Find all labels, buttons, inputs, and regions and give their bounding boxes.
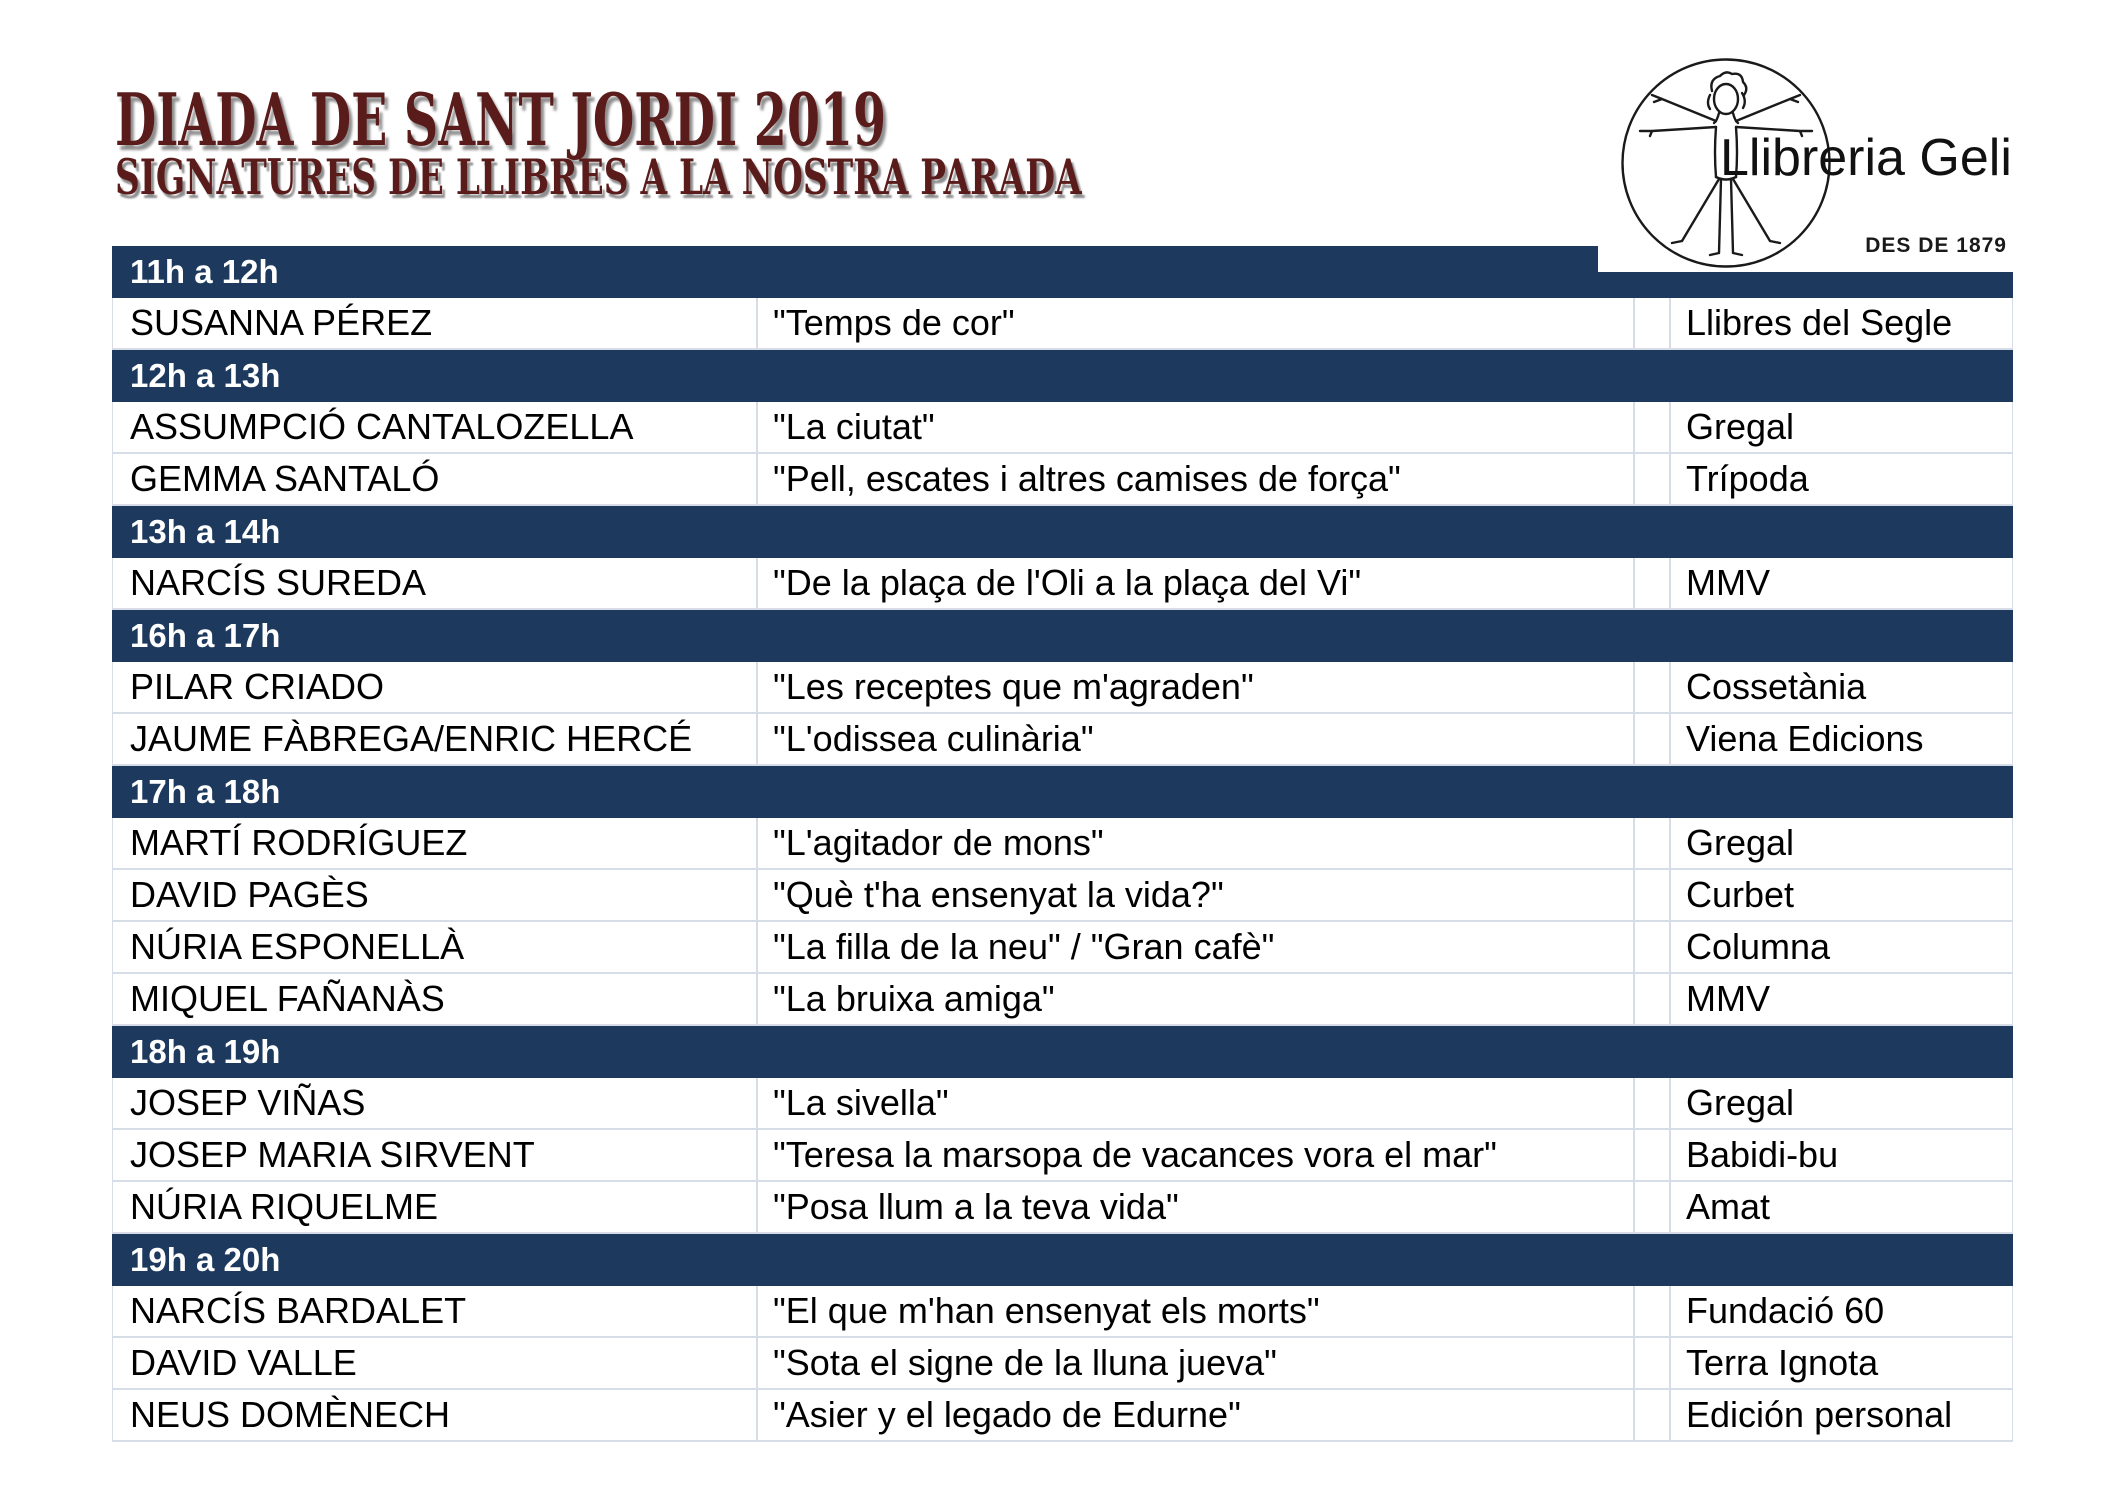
signing-row [112,922,2013,974]
signing-row [112,558,2013,610]
author-cell: NARCÍS BARDALET [130,1290,467,1331]
publisher-cell: Trípoda [1669,454,2014,504]
publisher-cell: Amat [1669,1182,2014,1232]
author-cell: ASSUMPCIÓ CANTALOZELLA [130,406,634,447]
publisher-cell: Cossetània [1669,662,2014,712]
time-header-row: 11h a 12h [112,246,2013,298]
spacer-cell [1633,870,1669,920]
author-cell: NEUS DOMÈNECH [130,1394,451,1435]
spacer-cell [1633,1390,1669,1440]
publisher-cell: Edición personal [1669,1390,2014,1440]
signing-row [112,402,2013,454]
publisher-cell: Babidi-bu [1669,1130,2014,1180]
signing-row [112,662,2013,714]
author-cell: NARCÍS SUREDA [130,562,427,603]
book-title-cell: "Sota el signe de la lluna jueva" [756,1338,1633,1388]
signing-row [112,454,2013,506]
time-header-row: 13h a 14h [112,506,2013,558]
logo-since-label: DES DE 1879 [1865,234,2007,257]
publisher-cell: Columna [1669,922,2014,972]
schedule-table [112,246,2013,1442]
time-header-row: 16h a 17h [112,610,2013,662]
author-cell: NÚRIA RIQUELME [130,1186,439,1227]
publisher-cell: Gregal [1669,402,2014,452]
book-title-cell: "Les receptes que m'agraden" [756,662,1633,712]
spacer-cell [1633,1338,1669,1388]
publisher-cell: Llibres del Segle [1669,298,2014,348]
author-cell: GEMMA SANTALÓ [130,458,440,499]
spacer-cell [1633,1182,1669,1232]
publisher-cell: Curbet [1669,870,2014,920]
spacer-cell [1633,662,1669,712]
book-title-cell: "Posa llum a la teva vida" [756,1182,1633,1232]
signing-row [112,714,2013,766]
author-cell: MARTÍ RODRÍGUEZ [130,822,468,863]
time-header-row: 19h a 20h [112,1234,2013,1286]
author-cell: PILAR CRIADO [130,666,385,707]
author-cell: MIQUEL FAÑANÀS [130,978,445,1019]
author-cell: DAVID PAGÈS [130,874,369,915]
book-title-cell: "Temps de cor" [756,298,1633,348]
page-title: DIADA DE SANT JORDI 2019 [115,77,887,162]
spacer-cell [1633,298,1669,348]
time-header-row: 12h a 13h [112,350,2013,402]
author-cell: DAVID VALLE [130,1342,357,1383]
signing-row [112,1130,2013,1182]
publisher-cell: Terra Ignota [1669,1338,2014,1388]
book-title-cell: "La sivella" [756,1078,1633,1128]
spacer-cell [1633,402,1669,452]
spacer-cell [1633,1078,1669,1128]
author-cell: JOSEP VIÑAS [130,1082,366,1123]
publisher-cell: Gregal [1669,1078,2014,1128]
book-title-cell: "De la plaça de l'Oli a la plaça del Vi" [756,558,1633,608]
time-header-row: 17h a 18h [112,766,2013,818]
book-title-cell: "Teresa la marsopa de vacances vora el mar" [756,1130,1633,1180]
book-title-cell: "Què t'ha ensenyat la vida?" [756,870,1633,920]
author-cell: SUSANNA PÉREZ [130,302,433,343]
book-title-cell: "L'odissea culinària" [756,714,1633,764]
book-title-cell: "La filla de la neu" / "Gran cafè" [756,922,1633,972]
llibreria-geli-logo [1598,0,2105,272]
publisher-cell: Viena Edicions [1669,714,2014,764]
spacer-cell [1633,974,1669,1024]
signing-row [112,298,2013,350]
signing-row [112,818,2013,870]
spacer-cell [1633,714,1669,764]
book-title-cell: "L'agitador de mons" [756,818,1633,868]
signing-row [112,870,2013,922]
time-header-row: 18h a 19h [112,1026,2013,1078]
logo-shop-name: Llibreria Geli [1720,129,2012,187]
spacer-cell [1633,1130,1669,1180]
book-title-cell: "Pell, escates i altres camises de força" [756,454,1633,504]
signing-row [112,1182,2013,1234]
spacer-cell [1633,1286,1669,1336]
signing-row [112,1286,2013,1338]
author-cell: NÚRIA ESPONELLÀ [130,926,465,967]
publisher-cell: Fundació 60 [1669,1286,2014,1336]
book-title-cell: "El que m'han ensenyat els morts" [756,1286,1633,1336]
page-subtitle: SIGNATURES DE LLIBRES A LA NOSTRA PARADA [115,148,1082,206]
book-title-cell: "La bruixa amiga" [756,974,1633,1024]
spacer-cell [1633,818,1669,868]
spacer-cell [1633,558,1669,608]
signing-row [112,1390,2013,1442]
spacer-cell [1633,922,1669,972]
publisher-cell: MMV [1669,974,2014,1024]
book-title-cell: "Asier y el legado de Edurne" [756,1390,1633,1440]
publisher-cell: MMV [1669,558,2014,608]
author-cell: JOSEP MARIA SIRVENT [130,1134,535,1175]
signing-row [112,1338,2013,1390]
signing-row [112,1078,2013,1130]
publisher-cell: Gregal [1669,818,2014,868]
author-cell: JAUME FÀBREGA/ENRIC HERCÉ [130,718,693,759]
signing-row [112,974,2013,1026]
book-title-cell: "La ciutat" [756,402,1633,452]
spacer-cell [1633,454,1669,504]
